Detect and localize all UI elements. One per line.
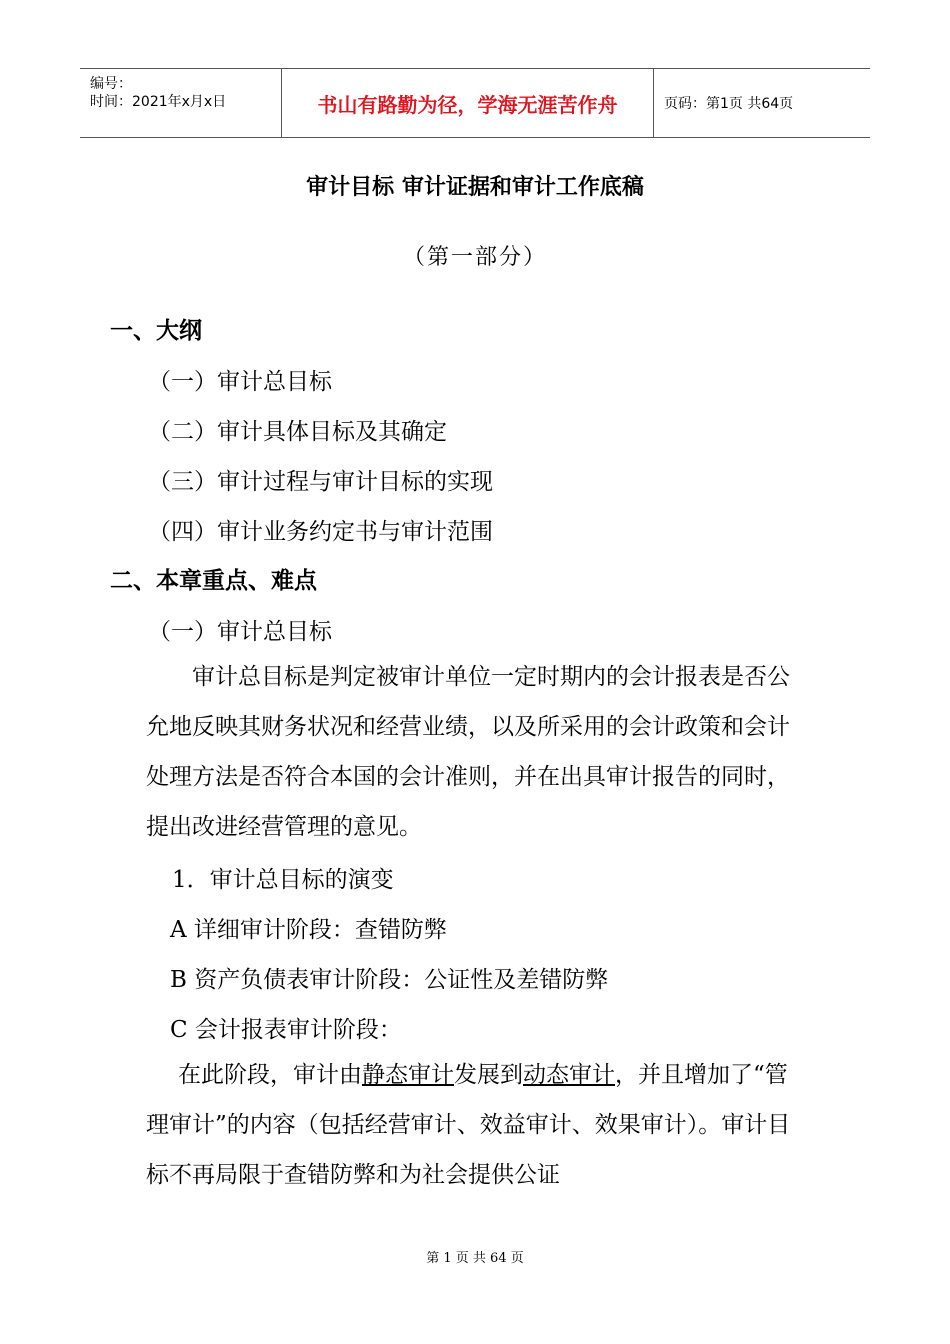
paragraph-text: 审计总目标是判定被审计单位一定时期内的会计报表是否公允地反映其财务状况和经营业绩，以及所采用的会计政策和会计处理方法是否符合本国的会计准则，并在出具审计报告的同时，提出改进经营管理的意见。	[146, 664, 790, 840]
stage-c: C 会计报表审计阶段：	[170, 1017, 402, 1043]
paragraph-stage-c	[146, 1050, 806, 1200]
header-meta-cell	[80, 69, 282, 137]
subsection-heading: （一）审计总目标	[148, 619, 332, 645]
para-text-mid: 发展到	[454, 1062, 523, 1088]
header-page-info: 页码：第1页 共64页	[664, 96, 794, 112]
paragraph-overall-objective	[146, 652, 806, 852]
underlined-term-static-audit: 静态审计	[362, 1062, 454, 1088]
outline-item-2: （二）审计具体目标及其确定	[148, 419, 447, 445]
para-text-end: ，并且增加了“管理审计”的内容（包括经营审计、效益审计、效果审计）。审计目标不再局限于查错防弊和为社会提供公证	[146, 1062, 791, 1188]
point-heading: 1．审计总目标的演变	[172, 867, 394, 893]
document-title: 审计目标 审计证据和审计工作底稿	[306, 175, 644, 200]
header-table	[80, 68, 870, 138]
stage-a: A 详细审计阶段：查错防弊	[170, 917, 447, 943]
outline-item-4: （四）审计业务约定书与审计范围	[148, 519, 493, 545]
para-text-start: 在此阶段，审计由	[178, 1062, 362, 1088]
header-motto: 书山有路勤为径，学海无涯苦作舟	[282, 69, 654, 137]
section-heading-outline: 一、大纲	[110, 318, 202, 344]
underlined-term-dynamic-audit: 动态审计	[523, 1062, 615, 1088]
page-footer: 第 1 页 共 64 页	[426, 1251, 524, 1266]
outline-item-3: （三）审计过程与审计目标的实现	[148, 469, 493, 495]
outline-item-1: （一）审计总目标	[148, 369, 332, 395]
document-subtitle: （第一部分）	[402, 245, 547, 270]
document-number-label: 编号：	[90, 76, 132, 92]
stage-b: B 资产负债表审计阶段：公证性及差错防弊	[170, 967, 609, 993]
section-heading-key-points: 二、本章重点、难点	[110, 568, 317, 594]
document-date: 时间：2021年x月x日	[90, 94, 227, 110]
